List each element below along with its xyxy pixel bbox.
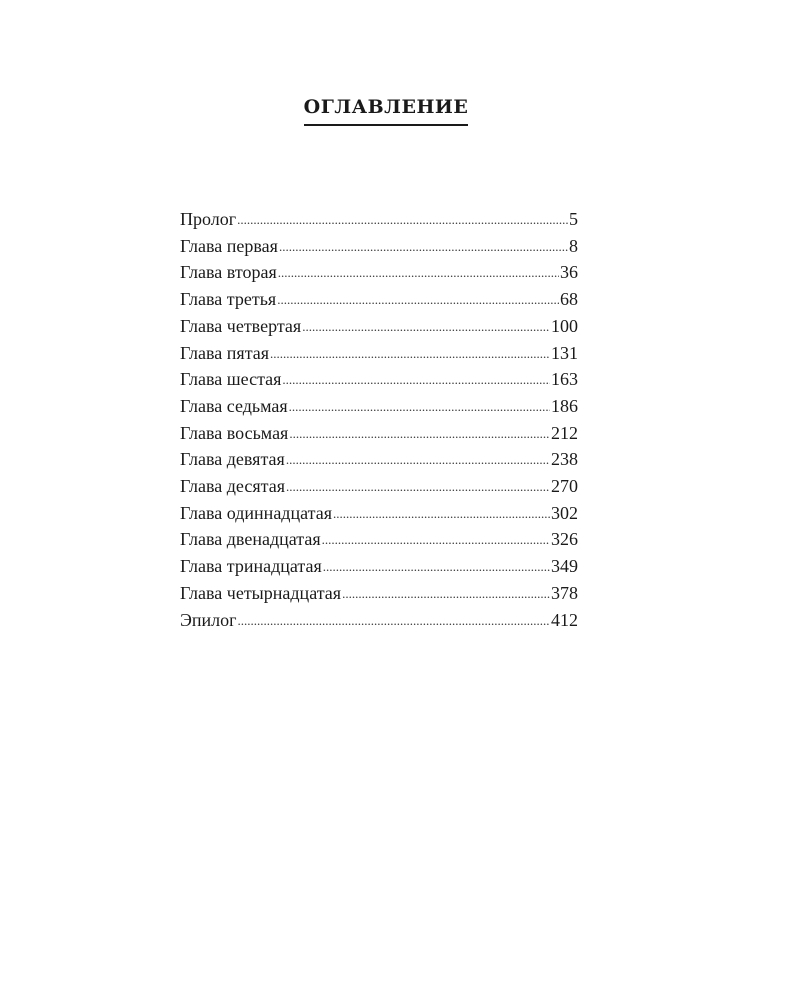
toc-leader-dots	[302, 313, 550, 340]
toc-entry	[180, 394, 578, 421]
toc-entry-page: 302	[551, 502, 578, 523]
toc-entry	[180, 581, 578, 608]
toc-entry	[180, 501, 578, 528]
toc-entry-page: 36	[560, 262, 578, 283]
toc-leader-dots	[286, 473, 550, 500]
toc-entry-label: Глава пятая	[180, 342, 270, 363]
toc-entry-page: 186	[551, 395, 578, 416]
toc-entry-page: 5	[569, 209, 578, 229]
toc-entry	[180, 207, 578, 234]
toc-entry-label: Глава третья	[180, 289, 277, 310]
toc-entry-label: Глава седьмая	[180, 395, 288, 416]
title-block	[0, 96, 800, 126]
toc-entry-page: 163	[551, 369, 578, 390]
page-title: ОГЛАВЛЕНИЕ	[304, 96, 469, 126]
toc-entry-label: Глава десятая	[180, 476, 285, 497]
toc-entry-page: 270	[551, 476, 578, 497]
toc-entry-page: 412	[551, 609, 578, 630]
toc-entry	[180, 287, 578, 314]
toc-entry	[180, 260, 578, 287]
toc-entry	[180, 554, 578, 581]
toc-entry	[180, 234, 578, 261]
toc-entry-label: Глава двенадцатая	[180, 529, 321, 550]
toc-leader-dots	[237, 206, 568, 233]
toc-entry-label: Глава девятая	[180, 449, 285, 470]
toc-leader-dots	[270, 340, 550, 367]
toc-entry-page: 8	[569, 235, 578, 256]
toc-leader-dots	[322, 526, 550, 553]
toc-entry-label: Пролог	[180, 209, 237, 229]
toc-leader-dots	[278, 259, 559, 286]
toc-leader-dots	[323, 553, 550, 580]
toc-entry	[180, 608, 578, 635]
toc-entry-label: Глава тринадцатая	[180, 556, 322, 577]
toc-entry	[180, 341, 578, 368]
toc-entry-label: Эпилог	[180, 609, 237, 630]
table-of-contents	[180, 207, 578, 634]
toc-leader-dots	[282, 366, 550, 393]
toc-entry-label: Глава первая	[180, 235, 278, 256]
toc-entry-label: Глава шестая	[180, 369, 282, 390]
toc-leader-dots	[289, 420, 550, 447]
toc-entry	[180, 474, 578, 501]
toc-entry-page: 238	[551, 449, 578, 470]
toc-leader-dots	[238, 607, 550, 634]
toc-entry-page: 131	[551, 342, 578, 363]
toc-entry-label: Глава четырнадцатая	[180, 582, 342, 603]
toc-entry-label: Глава одиннадцатая	[180, 502, 332, 523]
toc-leader-dots	[279, 233, 568, 260]
toc-leader-dots	[342, 580, 550, 607]
toc-leader-dots	[333, 500, 550, 527]
toc-leader-dots	[286, 446, 550, 473]
toc-entry-page: 100	[551, 315, 578, 336]
toc-entry-label: Глава четвертая	[180, 315, 302, 336]
toc-leader-dots	[289, 393, 550, 420]
toc-entry	[180, 314, 578, 341]
toc-entry-label: Глава вторая	[180, 262, 277, 283]
toc-entry-page: 68	[560, 289, 578, 310]
toc-entry-page: 378	[551, 582, 578, 603]
toc-entry-page: 212	[551, 422, 578, 443]
toc-entry	[180, 527, 578, 554]
toc-entry-page: 326	[551, 529, 578, 550]
toc-leader-dots	[277, 286, 559, 313]
toc-entry	[180, 367, 578, 394]
toc-entry-label: Глава восьмая	[180, 422, 289, 443]
toc-entry	[180, 421, 578, 448]
toc-entry-page: 349	[551, 556, 578, 577]
toc-entry	[180, 447, 578, 474]
